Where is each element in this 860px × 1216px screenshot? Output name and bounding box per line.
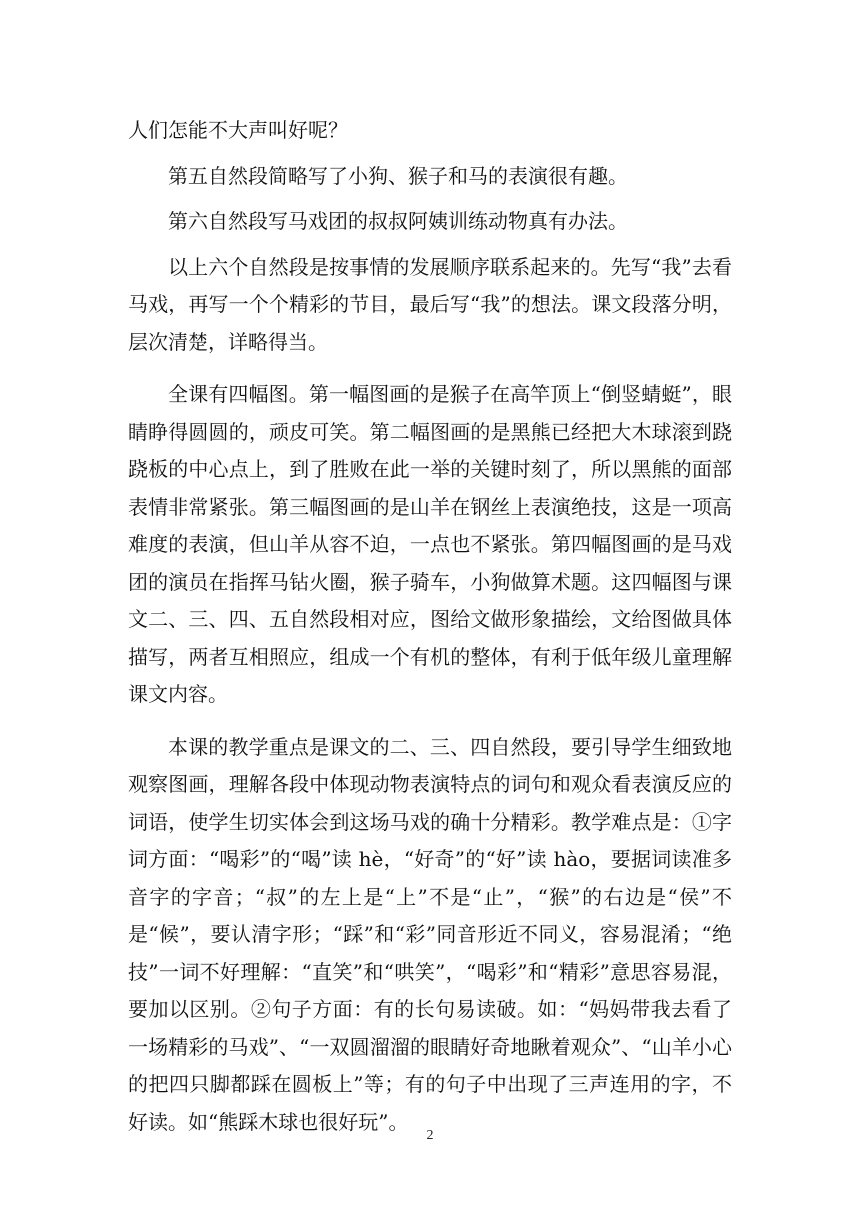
page-body	[128, 112, 732, 1141]
paragraph-4: 以上六个自然段是按事情的发展顺序联系起来的。先写“我”去看马戏，再写一个个精彩的节目，最后写“我”的想法。课文段落分明，层次清楚，详略得当。	[128, 254, 732, 354]
paragraph-3: 第六自然段写马戏团的叔叔阿姨训练动物真有办法。	[168, 209, 628, 233]
paragraph-6: 本课的教学重点是课文的二、三、四自然段，要引导学生细致地观察图画，理解各段中体现动物表演特点的词句和观众看表演反应的词语，使学生切实体会到这场马戏的确十分精彩。教学难点是：①字词方面：“喝彩”的“喝”读 hè，“好奇”的“好”读 hào，要据词读准多音字的字音；“叔”的左上是“上”不是“止”，“猴”的右边是“侯”不是“候”，要认清字形；“踩”和“彩”同音形近不同义，容易混淆；“绝技”一词不好理解：“直笑”和“哄笑”，“喝彩”和“精彩”意思容易混，要加以区别。②句子方面：有的长句易读破。如：“妈妈带我去看了一场精彩的马戏”、“一双圆溜溜的眼睛好奇地瞅着观众”、“山羊小心的把四只脚都踩在圆板上”等；有的句子中出现了三声连用的字，不好读。如“熊踩木球也很好玩”。	[128, 734, 732, 1134]
paragraph-5: 全课有四幅图。第一幅图画的是猴子在高竿顶上“倒竖蜻蜓”，眼睛睁得圆圆的，顽皮可笑。第二幅图画的是黑熊已经把大木球滚到跷跷板的中心点上，到了胜败在此一举的关键时刻了，所以黑熊的面部表情非常紧张。第三幅图画的是山羊在钢丝上表演绝技，这是一项高难度的表演，但山羊从容不迫，一点也不紧张。第四幅图画的是马戏团的演员在指挥马钻火圈，猴子骑车，小狗做算术题。这四幅图与课文二、三、四、五自然段相对应，图给文做形象描绘，文给图做具体描写，两者互相照应，组成一个有机的整体，有利于低年级儿童理解课文内容。	[128, 382, 732, 706]
paragraph-1: 人们怎能不大声叫好呢？	[128, 118, 348, 142]
paragraph-2: 第五自然段简略写了小狗、猴子和马的表演很有趣。	[168, 163, 628, 188]
page-number: 2	[426, 1128, 434, 1143]
